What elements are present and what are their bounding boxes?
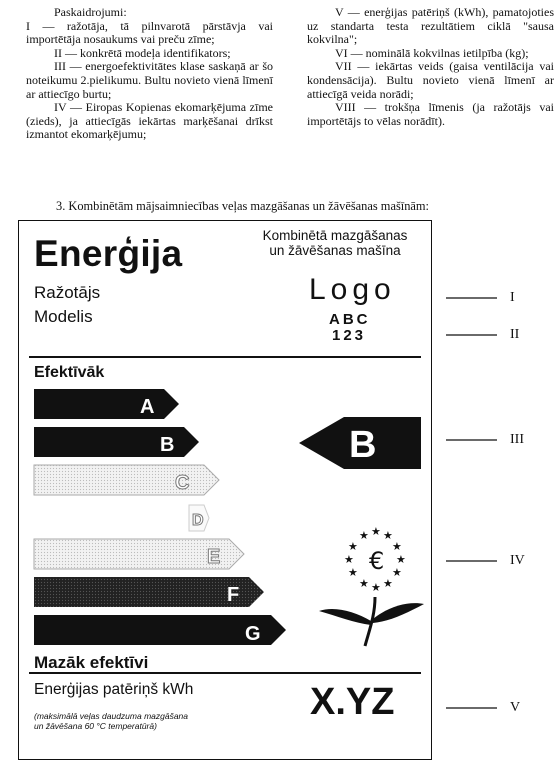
explanation-item-VIII: VIII — trokšņa līmenis (ja ražotājs vai importētājs to vēlas norādīt). xyxy=(307,100,554,128)
class-letter-a: A xyxy=(140,396,155,418)
model-label: Modelis xyxy=(34,307,93,326)
svg-text:★: ★ xyxy=(383,577,393,590)
svg-text:★: ★ xyxy=(383,529,393,542)
svg-text:★: ★ xyxy=(348,540,358,553)
svg-text:€: € xyxy=(369,547,385,575)
model-code-line1: ABC xyxy=(329,311,371,328)
class-letter-d: D xyxy=(192,512,204,529)
svg-text:★: ★ xyxy=(359,529,369,542)
explanation-item-I: I — ražotāja, tā pilnvarotā pārstāvja vai importētāja nosaukums vai preču zīme; xyxy=(26,18,273,47)
explanation-item-III: III — energoefektivitātes klase saskaņā ar šo noteikumu 2.pielikumu. Bultu novieto vienā līmenī ar attiecīgo burtu; xyxy=(26,59,273,101)
explanation-item-VII: VII — iekārtas veids (gaisa ventilācija vai kondensācija). Bultu novieto vienā līmenī ar attiecīgā veida norādi; xyxy=(307,59,554,101)
svg-text:★: ★ xyxy=(371,581,381,594)
explanation-item-IV: IV — Eiropas Kopienas ekomarķējuma zīme (zieds), ja attiecīgās iekārtas marķēšanai drīkst izmantot ekomarķējumu; xyxy=(26,100,273,142)
class-letter-g: G xyxy=(245,623,261,645)
svg-text:★: ★ xyxy=(344,553,354,566)
callout-V: V xyxy=(510,700,521,715)
more-efficient-label: Efektīvāk xyxy=(34,364,105,381)
class-letter-b: B xyxy=(160,434,175,456)
section-heading: 3. Kombinētām mājsaimniecības veļas mazgāšanas un žāvēšanas mašīnām: xyxy=(56,199,429,213)
machine-type-line1: Kombinētā mazgāšanas xyxy=(262,228,408,243)
svg-text:★: ★ xyxy=(371,525,381,538)
callout-II: II xyxy=(510,327,520,342)
class-letter-c: C xyxy=(175,472,190,494)
callout-III: III xyxy=(510,432,524,447)
callout-I: I xyxy=(510,290,515,305)
logo-placeholder: Logo xyxy=(309,273,396,306)
callout-IV: IV xyxy=(510,553,525,568)
svg-text:★: ★ xyxy=(348,566,358,579)
footnote-line1: (maksimālā veļas daudzuma mazgāšana xyxy=(34,711,189,721)
explanations-heading: Paskaidrojumi: xyxy=(54,5,127,19)
class-letter-e: E xyxy=(207,546,221,568)
label-title: Enerģija xyxy=(34,233,183,274)
machine-type-line2: un žāvēšanas mašīna xyxy=(269,243,401,258)
less-efficient-label: Mazāk efektīvi xyxy=(34,653,149,672)
model-code-line2: 123 xyxy=(332,327,367,344)
explanation-item-VI: VI — nominālā kokvilnas ietilpība (kg); xyxy=(335,45,529,60)
energy-consumption-label: Enerģijas patēriņš kWh xyxy=(34,681,194,698)
svg-text:★: ★ xyxy=(392,566,402,579)
class-letter-f: F xyxy=(227,584,240,606)
energy-consumption-value: X.YZ xyxy=(310,681,395,723)
explanation-item-V: V — enerģijas patēriņš (kWh), pamatojoties uz standarta testa rezultātiem ciklā "sausa kokvilna"; xyxy=(307,5,554,47)
svg-text:★: ★ xyxy=(359,577,369,590)
manufacturer-label: Ražotājs xyxy=(34,283,101,302)
svg-text:★: ★ xyxy=(396,553,406,566)
explanation-item-II: II — konkrētā modeļa identifikators; xyxy=(54,45,231,60)
rating-letter: B xyxy=(349,424,377,466)
svg-text:★: ★ xyxy=(392,540,402,553)
footnote-line2: un žāvēšana 60 °C temperatūrā) xyxy=(34,721,157,731)
